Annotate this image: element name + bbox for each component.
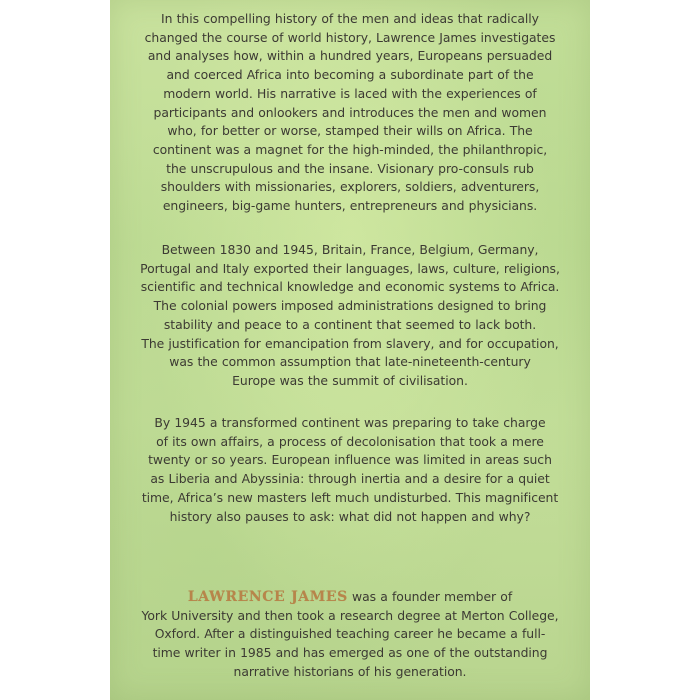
text-line: York University and then took a research degree at Merton College, (141, 607, 559, 623)
text-line: The justification for emancipation from slavery, and for occupation, (141, 335, 559, 351)
book-back-cover (110, 0, 590, 700)
text-line: shoulders with missionaries, explorers, soldiers, adventurers, (160, 179, 540, 195)
text-line: who, for better or worse, stamped their wills on Africa. The (167, 123, 533, 139)
text-line: was the common assumption that late-nineteenth-century (169, 354, 531, 370)
text-line: time, Africa’s new masters left much undisturbed. This magnificent (141, 489, 559, 505)
text-line: participants and onlookers and introduces the men and women (153, 104, 547, 120)
blurb-paragraph-1 (110, 10, 590, 216)
author-bio-first-line (120, 588, 580, 607)
text-line: modern world. His narrative is laced with the experiences of (163, 85, 537, 101)
text-line: scientific and technical knowledge and economic systems to Africa. (140, 279, 560, 295)
text-line: Europe was the summit of civilisation. (232, 372, 468, 388)
text-line: stability and peace to a continent that seemed to lack both. (163, 316, 537, 332)
blurb-paragraph-3 (110, 414, 590, 526)
text-line: Oxford. After a distinguished teaching career he became a full- (154, 626, 546, 642)
text-line: and analyses how, within a hundred years, Europeans persuaded (147, 48, 553, 64)
text-line: changed the course of world history, Lawrence James investigates (144, 29, 556, 45)
author-bio (110, 588, 590, 682)
text-line: By 1945 a transformed continent was preparing to take charge (154, 415, 546, 430)
text-line: twenty or so years. European influence was limited in areas such (148, 452, 552, 468)
author-name: LAWRENCE JAMES (187, 589, 348, 605)
text-line: as Liberia and Abyssinia: through inertia and a desire for a quiet (150, 471, 550, 487)
text-line: and coerced Africa into becoming a subordinate part of the (166, 67, 534, 83)
author-bio-first-line-rest: was a founder member of (347, 589, 513, 604)
text-line: of its own affairs, a process of decolonisation that took a mere (156, 433, 544, 449)
text-line: continent was a magnet for the high-minded, the philanthropic, (152, 141, 548, 157)
text-line: history also pauses to ask: what did not happen and why? (169, 508, 531, 524)
text-line: time writer in 1985 and has emerged as one of the outstanding (152, 645, 548, 661)
text-line: narrative historians of his generation. (233, 663, 467, 679)
text-line: The colonial powers imposed administrations designed to bring (153, 298, 547, 314)
text-line: engineers, big-game hunters, entrepreneurs and physicians. (162, 198, 538, 214)
text-line: Portugal and Italy exported their languages, laws, culture, religions, (140, 260, 560, 276)
text-line: the unscrupulous and the insane. Visionary pro-consuls rub (166, 160, 534, 176)
text-line: In this compelling history of the men and ideas that radically (161, 11, 539, 26)
text-line: Between 1830 and 1945, Britain, France, Belgium, Germany, (161, 242, 539, 257)
blurb-paragraph-2 (110, 241, 590, 391)
